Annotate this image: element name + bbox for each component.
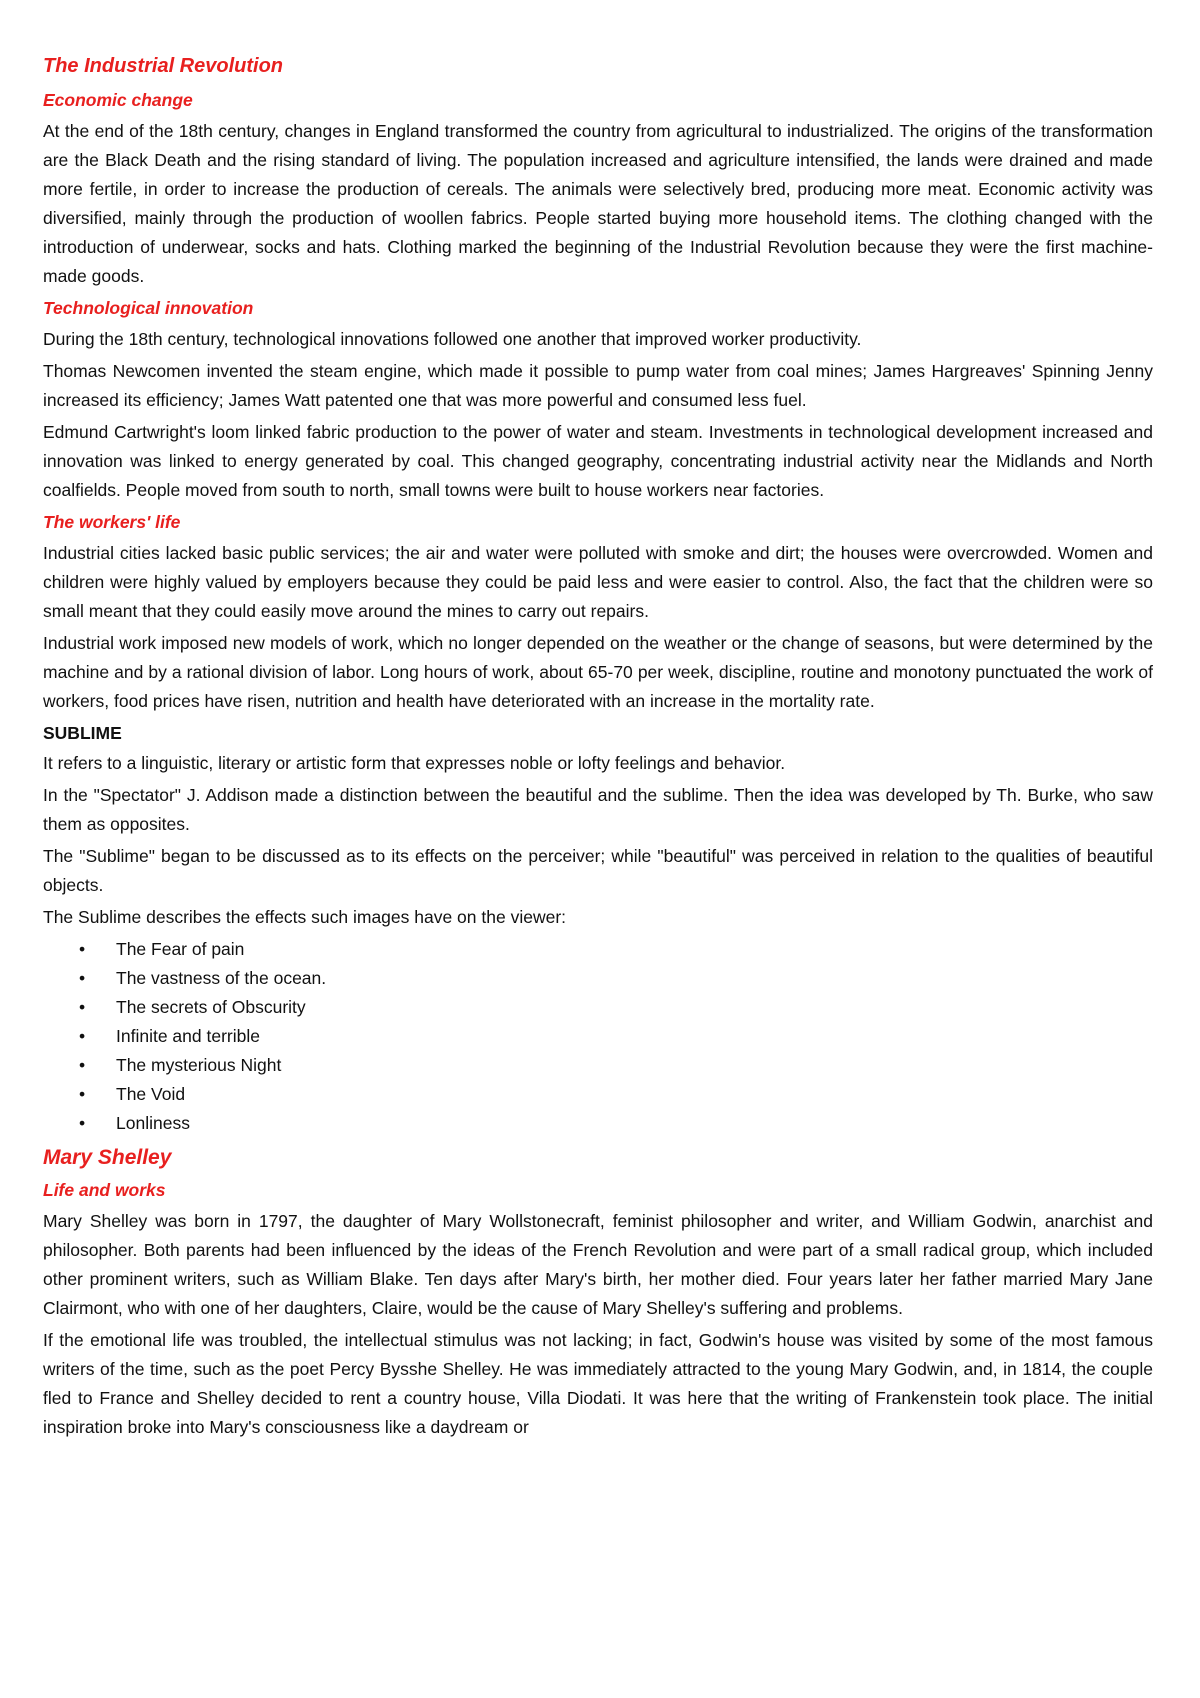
list-item: [43, 993, 1153, 1022]
list-item: [43, 1109, 1153, 1138]
paragraph-sublime-2: In the "Spectator" J. Addison made a distinction between the beautiful and the sublime. Then the idea was developed by Th. Burke, who saw them as opposites.: [43, 785, 1153, 834]
paragraph-technological-3: Edmund Cartwright's loom linked fabric production to the power of water and steam. Investments in technological development increased and innovation was linked to energy generated by coal. This changed geography, concentrating industrial activity near the Midlands and North coalfields. People moved from south to north, small towns were built to house workers near factories.: [43, 422, 1153, 500]
list-item: [43, 1051, 1153, 1080]
paragraph-technological-1: During the 18th century, technological innovations followed one another that improved worker productivity.: [43, 329, 862, 349]
list-item-text: The mysterious Night: [116, 1055, 282, 1075]
paragraph-economic-1: At the end of the 18th century, changes in England transformed the country from agricultural to industrialized. The origins of the transformation are the Black Death and the rising standard of living. The population increased and agriculture intensified, the lands were drained and made more fertile, in order to increase the production of cereals. The animals were selectively bred, producing more meat. Economic activity was diversified, mainly through the production of woollen fabrics. People started buying more household items. The clothing changed with the introduction of underwear, socks and hats. Clothing marked the beginning of the Industrial Revolution because they were the first machine-made goods.: [43, 121, 1153, 286]
paragraph-sublime-1: It refers to a linguistic, literary or artistic form that expresses noble or lofty feelings and behavior.: [43, 753, 786, 773]
paragraph-workers-2: Industrial work imposed new models of work, which no longer depended on the weather or the change of seasons, but were determined by the machine and by a rational division of labor. Long hours of work, about 65-70 per week, discipline, routine and monotony punctuated the work of workers, food prices have risen, nutrition and health have deteriorated with an increase in the mortality rate.: [43, 633, 1153, 711]
bullet-icon: •: [79, 1113, 86, 1133]
bullet-icon: •: [79, 939, 86, 959]
paragraph-technological-2: Thomas Newcomen invented the steam engine, which made it possible to pump water from coal mines; James Hargreaves' Spinning Jenny increased its efficiency; James Watt patented one that was more powerful and consumed less fuel.: [43, 361, 1153, 410]
document-page: [43, 52, 1153, 1445]
paragraph-sublime-3: The "Sublime" began to be discussed as to its effects on the perceiver; while "beautiful" was perceived in relation to the qualities of beautiful objects.: [43, 846, 1153, 895]
list-item: [43, 935, 1153, 964]
list-item: [43, 964, 1153, 993]
sublime-bullet-list: [43, 935, 1153, 1138]
list-item-text: The Fear of pain: [116, 939, 245, 959]
bullet-icon: •: [79, 968, 86, 988]
list-item-text: The Void: [116, 1084, 186, 1104]
paragraph-shelley-2: If the emotional life was troubled, the intellectual stimulus was not lacking; in fact, Godwin's house was visited by some of the most famous writers of the time, such as the poet Percy Bysshe Shelley. He was immediately attracted to the young Mary Godwin, and, in 1814, the couple fled to France and Shelley decided to rent a country house, Villa Diodati. It was here that the writing of Frankenstein took place. The initial inspiration broke into Mary's consciousness like a daydream or: [43, 1330, 1153, 1437]
list-item: [43, 1022, 1153, 1051]
paragraph-sublime-4: The Sublime describes the effects such images have on the viewer:: [43, 907, 567, 927]
section-title-mary-shelley: Mary Shelley: [43, 1146, 172, 1169]
list-item-text: The vastness of the ocean.: [116, 968, 327, 988]
bullet-icon: •: [79, 1026, 86, 1046]
section-heading-technological: Technological innovation: [43, 298, 254, 318]
bullet-icon: •: [79, 1084, 86, 1104]
section-heading-workers: The workers' life: [43, 512, 181, 532]
page-title: The Industrial Revolution: [43, 55, 284, 77]
section-heading-economic: Economic change: [43, 90, 193, 110]
list-item-text: Lonliness: [116, 1113, 190, 1133]
list-item-text: Infinite and terrible: [116, 1026, 260, 1046]
list-item: [43, 1080, 1153, 1109]
list-item-text: The secrets of Obscurity: [116, 997, 306, 1017]
paragraph-shelley-1: Mary Shelley was born in 1797, the daughter of Mary Wollstonecraft, feminist philosopher and writer, and William Godwin, anarchist and philosopher. Both parents had been influenced by the ideas of the French Revolution and were part of a small radical group, which included other prominent writers, such as William Blake. Ten days after Mary's birth, her mother died. Four years later her father married Mary Jane Clairmont, who with one of her daughters, Claire, would be the cause of Mary Shelley's suffering and problems.: [43, 1211, 1153, 1318]
paragraph-workers-1: Industrial cities lacked basic public services; the air and water were polluted with smoke and dirt; the houses were overcrowded. Women and children were highly valued by employers because they could be paid less and were easier to control. Also, the fact that the children were so small meant that they could easily move around the mines to carry out repairs.: [43, 543, 1153, 621]
section-heading-sublime: SUBLIME: [43, 723, 122, 743]
bullet-icon: •: [79, 997, 86, 1017]
bullet-icon: •: [79, 1055, 86, 1075]
section-heading-life-and-works: Life and works: [43, 1180, 166, 1200]
